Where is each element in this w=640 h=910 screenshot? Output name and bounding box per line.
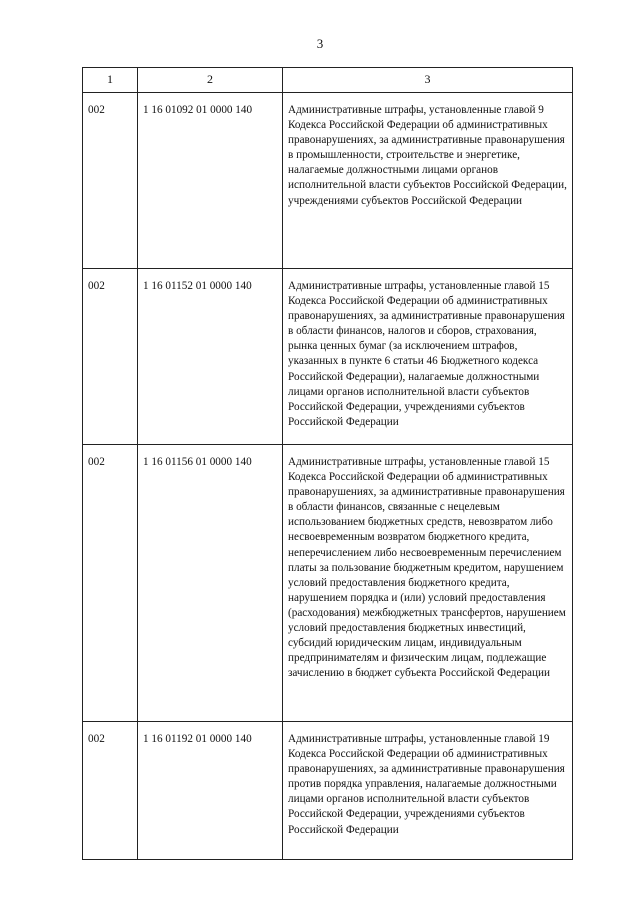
- page-number: 3: [316, 36, 324, 51]
- table-header-row: [83, 68, 573, 93]
- kbk-code-cell: 1 16 01092 01 0000 140: [138, 93, 283, 269]
- kbk-code-cell: 1 16 01192 01 0000 140: [138, 722, 283, 860]
- table-row: [83, 722, 573, 860]
- table-row: [83, 269, 573, 445]
- column-header-1: 1: [83, 68, 138, 93]
- table-row: [83, 445, 573, 722]
- description-cell: Административные штрафы, установленные главой 15 Кодекса Российской Федерации об административных правонарушениях, за административные правонарушения в области финансов, налогов и сборов, страхования, рынка ценных бумаг (за исключением штрафов, указанных в пункте 6 статьи 46 Бюджетного кодекса Российской Федерации), налагаемые должностными лицами органов исполнительной власти субъектов Российской Федерации, учреждениями субъектов Российской Федерации: [283, 269, 573, 445]
- column-header-2: 2: [138, 68, 283, 93]
- budget-codes-table: [82, 67, 573, 860]
- column-header-3: 3: [283, 68, 573, 93]
- admin-code-cell: 002: [83, 93, 138, 269]
- kbk-code-cell: 1 16 01152 01 0000 140: [138, 269, 283, 445]
- description-cell: Административные штрафы, установленные главой 9 Кодекса Российской Федерации об административных правонарушениях, за административные правонарушения в промышленности, строительстве и энергетике, налагаемые должностными лицами органов исполнительной власти субъектов Российской Федерации, учреждениями субъектов Российской Федерации: [283, 93, 573, 269]
- admin-code-cell: 002: [83, 445, 138, 722]
- description-cell: Административные штрафы, установленные главой 15 Кодекса Российской Федерации об административных правонарушениях, за административные правонарушения в области финансов, связанные с нецелевым использованием бюджетных средств, невозвратом либо несвоевременным возвратом бюджетного кредита, неперечислением либо несвоевременным перечислением платы за пользование бюджетным кредитом, нарушением условий предоставления бюджетного кредита, нарушением порядка и (или) условий предоставления (расходования) межбюджетных трансфертов, нарушением условий предоставления бюджетных инвестиций, субсидий юридическим лицам, индивидуальным предпринимателям и физическим лицам, подлежащие зачислению в бюджет субъекта Российской Федерации: [283, 445, 573, 722]
- description-cell: Административные штрафы, установленные главой 19 Кодекса Российской Федерации об административных правонарушениях, за административные правонарушения против порядка управления, налагаемые должностными лицами органов исполнительной власти субъектов Российской Федерации, учреждениями субъектов Российской Федерации: [283, 722, 573, 860]
- kbk-code-cell: 1 16 01156 01 0000 140: [138, 445, 283, 722]
- admin-code-cell: 002: [83, 722, 138, 860]
- admin-code-cell: 002: [83, 269, 138, 445]
- table-row: [83, 93, 573, 269]
